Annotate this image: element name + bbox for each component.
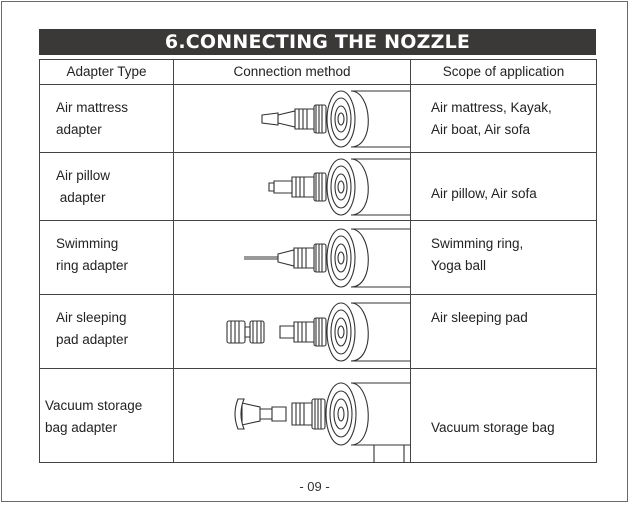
table-row — [40, 369, 597, 463]
pump-with-valve-nozzle-icon — [174, 295, 411, 369]
pump-with-short-nozzle-icon — [174, 153, 411, 221]
application-scope: Vacuum storage bag — [431, 420, 555, 435]
table-row — [40, 221, 597, 295]
connection-method-cell — [174, 295, 411, 369]
table-row — [40, 153, 597, 221]
adapter-name: Air sleeping pad adapter — [56, 310, 129, 347]
pump-with-needle-nozzle-icon — [174, 221, 411, 295]
table-header-row — [40, 60, 597, 85]
connection-method-cell — [174, 153, 411, 221]
section-title: 6.CONNECTING THE NOZZLE — [39, 29, 596, 55]
adapter-name: Air mattress adapter — [56, 100, 129, 137]
pump-with-tapered-nozzle-icon — [174, 85, 411, 153]
header-adapter-type: Adapter Type — [40, 60, 174, 85]
page-number: - 09 - — [299, 479, 330, 494]
header-connection-method: Connection method — [174, 60, 411, 85]
table-row — [40, 295, 597, 369]
manual-page — [1, 1, 628, 502]
application-scope: Swimming ring, Yoga ball — [431, 236, 524, 273]
application-scope: Air pillow, Air sofa — [431, 186, 537, 201]
application-scope: Air mattress, Kayak, Air boat, Air sofa — [431, 100, 552, 137]
header-scope: Scope of application — [411, 60, 597, 85]
connection-method-cell — [174, 369, 411, 463]
adapter-name: Vacuum storage bag adapter — [45, 398, 143, 435]
connection-method-cell — [174, 221, 411, 295]
adapter-name: Air pillow adapter — [56, 168, 111, 205]
application-scope: Air sleeping pad — [431, 310, 528, 325]
connection-method-cell — [174, 85, 411, 153]
table-row — [40, 85, 597, 153]
nozzle-table — [39, 59, 597, 463]
adapter-name: Swimming ring adapter — [56, 236, 129, 273]
pump-with-cup-nozzle-icon — [174, 369, 411, 463]
